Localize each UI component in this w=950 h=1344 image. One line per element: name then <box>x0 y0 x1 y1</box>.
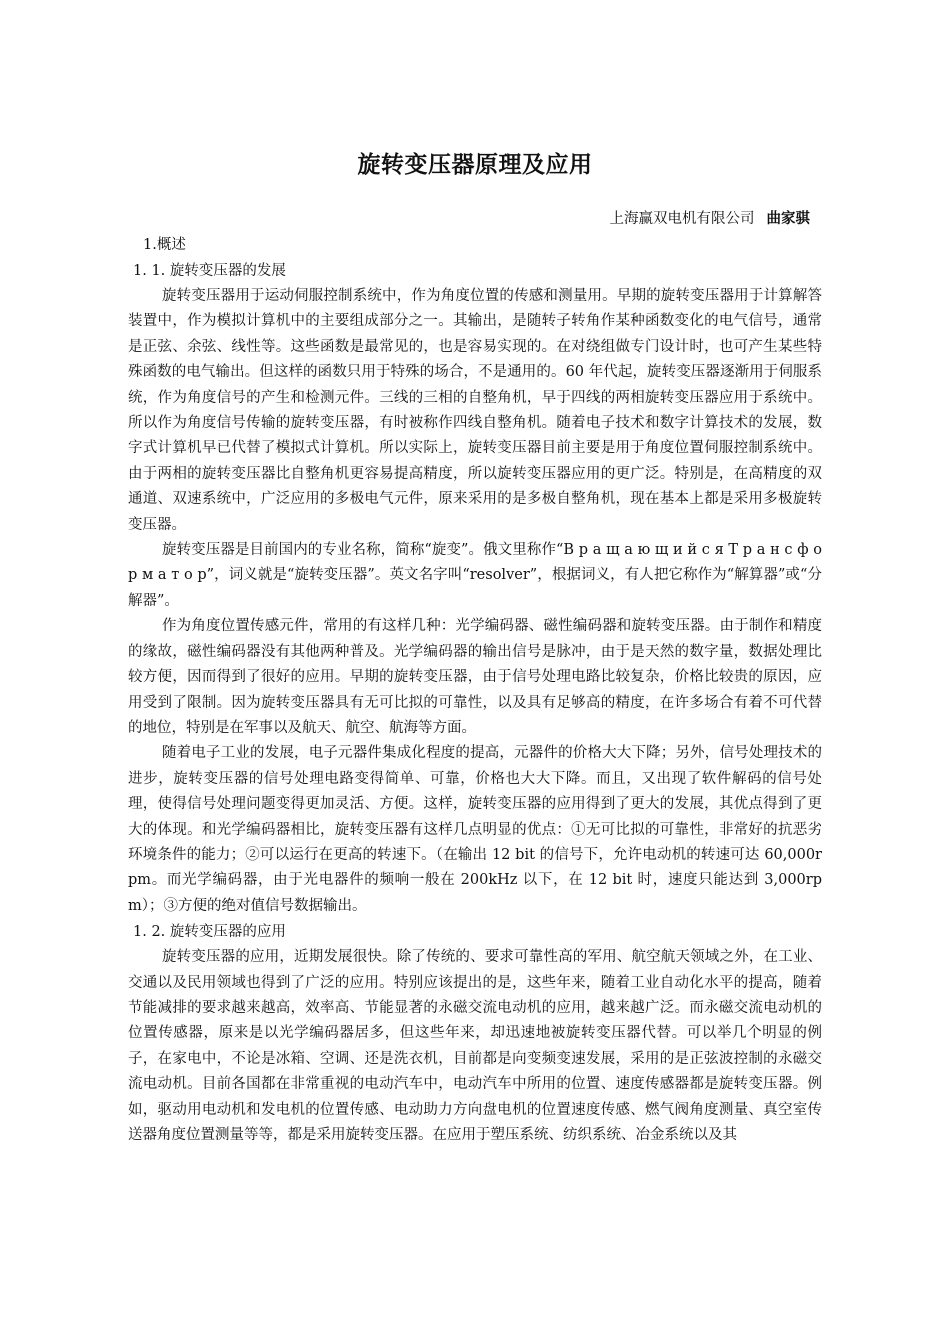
document-title: 旋转变压器原理及应用 <box>357 151 593 178</box>
byline <box>610 207 811 228</box>
section-heading-development: 1. 1. 旋转变压器的发展 <box>133 263 286 279</box>
paragraph-naming: 旋转变压器是目前国内的专业名称，简称“旋变”。俄文里称作“В р а щ а ю щ и й с я Т р а н с ф о р м а т о р”，词义就是“旋转变压器”。英文名字叫“resolver”，根据词义，有人把它称作为“解算器”或“分解器”。 <box>128 542 822 609</box>
author-name: 曲家骐 <box>766 210 810 227</box>
section-heading-application: 1. 2. 旋转变压器的应用 <box>133 924 286 941</box>
paragraph-development-history: 旋转变压器用于运动伺服控制系统中，作为角度位置的传感和测量用。早期的旋转变压器用于计算解答装置中，作为模拟计算机中的主要组成部分之一。其输出，是随转子转角作某种函数变化的电气信号，通常是正弦、余弦、线性等。这些函数是最常见的，也是容易实现的。在对绕组做专门设计时，也可产生某些特殊函数的电气输出。但这样的函数只用于特殊的场合，不是通用的。60 年代起，旋转变压器逐渐用于伺服系统，作为角度信号的产生和检测元件。三线的三相的自整角机，早于四线的两相旋转变压器应用于系统中。所以作为角度信号传输的旋转变压器，有时被称作四线自整角机。随着电子技术和数字计算技术的发展，数字式计算机早已代替了模拟式计算机。所以实际上，旋转变压器目前主要是用于角度位置伺服控制系统中。由于两相的旋转变压器比自整角机更容易提高精度，所以旋转变压器应用的更广泛。特别是，在高精度的双通道、双速系统中，广泛应用的多极电气元件，原来采用的是多极自整角机，现在基本上都是采用多极旋转变压器。 <box>128 288 822 533</box>
paragraph-position-sensors: 作为角度位置传感元件，常用的有这样几种：光学编码器、磁性编码器和旋转变压器。由于制作和精度的缘故，磁性编码器没有其他两种普及。光学编码器的输出信号是脉冲，由于是天然的数字量，数据处理比较方便，因而得到了很好的应用。早期的旋转变压器，由于信号处理电路比较复杂，价格比较贵的原因，应用受到了限制。因为旋转变压器具有无可比拟的可靠性，以及具有足够高的精度，在许多场合有着不可代替的地位，特别是在军事以及航天、航空、航海等方面。 <box>128 618 822 736</box>
paragraph-applications: 旋转变压器的应用，近期发展很快。除了传统的、要求可靠性高的军用、航空航天领域之外，在工业、交通以及民用领域也得到了广泛的应用。特别应该提出的是，这些年来，随着工业自动化水平的提高，随着节能减排的要求越来越高，效率高、节能显著的永磁交流电动机的应用，越来越广泛。而永磁交流电动机的位置传感器，原来是以光学编码器居多，但这些年来，却迅速地被旋转变压器代替。可以举几个明显的例子，在家电中，不论是冰箱、空调、还是洗衣机，目前都是向变频变速发展，采用的是正弦波控制的永磁交流电动机。目前各国都在非常重视的电动汽车中，电动汽车中所用的位置、速度传感器都是旋转变压器。例如，驱动用电动机和发电机的位置传感、电动助力方向盘电机的位置速度传感、燃气阀角度测量、真空室传送器角度位置测量等等，都是采用旋转变压器。在应用于塑压系统、纺织系统、冶金系统以及其 <box>128 949 822 1143</box>
company-name: 上海赢双电机有限公司 <box>609 211 755 227</box>
section-heading-overview: 1.概述 <box>143 237 186 253</box>
paragraph-advantages: 随着电子工业的发展，电子元器件集成化程度的提高，元器件的价格大大下降；另外，信号处理技术的进步，旋转变压器的信号处理电路变得简单、可靠，价格也大大下降。而且，又出现了软件解码的信号处理，使得信号处理问题变得更加灵活、方便。这样，旋转变压器的应用得到了更大的发展，其优点得到了更大的体现。和光学编码器相比，旋转变压器有这样几点明显的优点：①无可比拟的可靠性，非常好的抗恶劣环境条件的能力；②可以运行在更高的转速下。（在输出 12 bit 的信号下，允许电动机的转速可达 60,000rpm。而光学编码器，由于光电器件的频响一般在 200kHz 以下，在 12 bit 时，速度只能达到 3,000rpm）；③方便的绝对值信号数据输出。 <box>128 745 822 914</box>
document-body <box>128 232 822 1148</box>
